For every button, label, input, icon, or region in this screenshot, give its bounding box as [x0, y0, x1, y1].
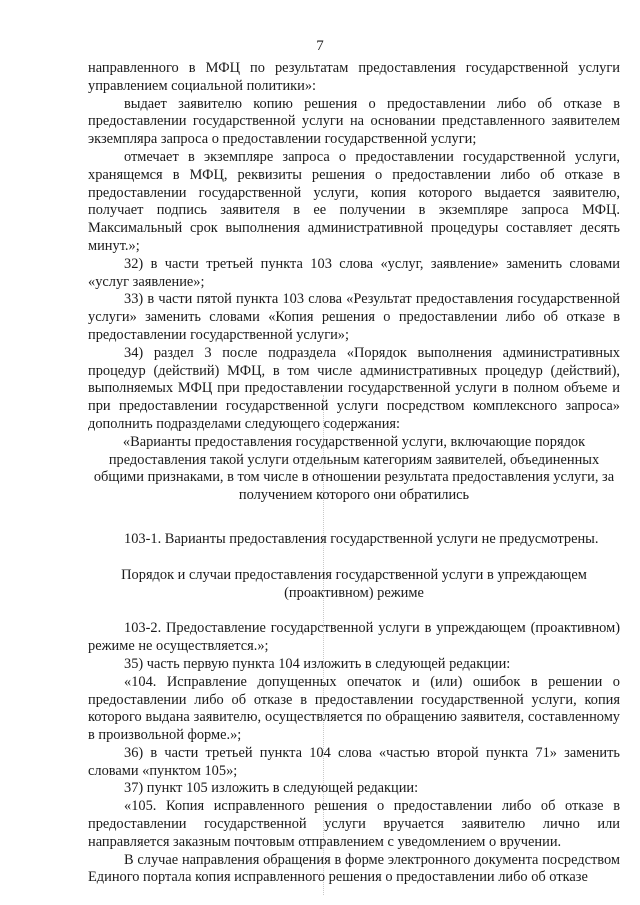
paragraph: 32) в части третьей пункта 103 слова «услуг, заявление» заменить словами «услуг заявление»; [88, 255, 620, 290]
paragraph: 34) раздел 3 после подраздела «Порядок выполнения административных процедур (действий) МФЦ, в том числе административных процедур (действий), выполняемых МФЦ при предоставлении государственной услуги в полном объеме и при предоставлении государственной услуги посредством комплексного запроса» дополнить подразделами следующего содержания: [88, 344, 620, 432]
section-heading: «Варианты предоставления государственной услуги, включающие порядок предоставления такой услуги отдельным категориям заявителей, объединенных общими признаками, в том числе в отношении результата предоставления услуги, за получением которого они обратились [93, 433, 615, 504]
paragraph: направленного в МФЦ по результатам предоставления государственной услуги управлением социальной политики»: [88, 60, 620, 94]
paragraph: 103-2. Предоставление государственной услуги в упреждающем (проактивном) режиме не осуществляется.»; [88, 620, 620, 655]
paragraph: «105. Копия исправленного решения о предоставлении либо об отказе в предоставлении государственной услуги вручается заявителю лично или направляется заказным почтовым отправлением с уведомлением о вручении. [88, 798, 620, 850]
paragraph: отмечает в экземпляре запроса о предоставлении государственной услуги, хранящемся в МФЦ, реквизиты решения о предоставлении либо об отказе в предоставлении государственной услуги, копия которого выдается заявителю, получает подпись заявителя в ее получении в экземпляре запроса МФЦ. Максимальный срок выполнения административной процедуры составляет десять минут.»; [88, 148, 620, 254]
paragraph: В случае направления обращения в форме электронного документа посредством Единого портала копия исправленного решения о предоставлении либо об отказе [88, 851, 620, 886]
paragraph: 33) в части пятой пункта 103 слова «Результат предоставления государственной услуги» заменить словами «Копия решения о предоставлении либо об отказе в предоставлении государственной услуги»; [88, 291, 620, 343]
paragraph: «104. Исправление допущенных опечаток и (или) ошибок в решении о предоставлении либо об отказе в предоставлении государственной услуги, копия которого выдана заявителю, осуществляется по обращению заявителя, составленному в произвольной форме.»; [88, 673, 620, 744]
document-body [88, 60, 620, 887]
paragraph: 103-1. Варианты предоставления государственной услуги не предусмотрены. [124, 530, 599, 547]
section-heading: Порядок и случаи предоставления государственной услуги в упреждающем (проактивном) режиме [121, 566, 587, 601]
paragraph: 35) часть первую пункта 104 изложить в следующей редакции: [124, 655, 511, 672]
paragraph: выдает заявителю копию решения о предоставлении либо об отказе в предоставлении государственной услуги на основании представленного заявителем экземпляра запроса о предоставлении государственной услуги; [88, 95, 620, 148]
page-number: 7 [316, 38, 324, 54]
paragraph: 37) пункт 105 изложить в следующей редакции: [124, 780, 419, 797]
paragraph: 36) в части третьей пункта 104 слова «частью второй пункта 71» заменить словами «пунктом 105»; [88, 744, 620, 779]
